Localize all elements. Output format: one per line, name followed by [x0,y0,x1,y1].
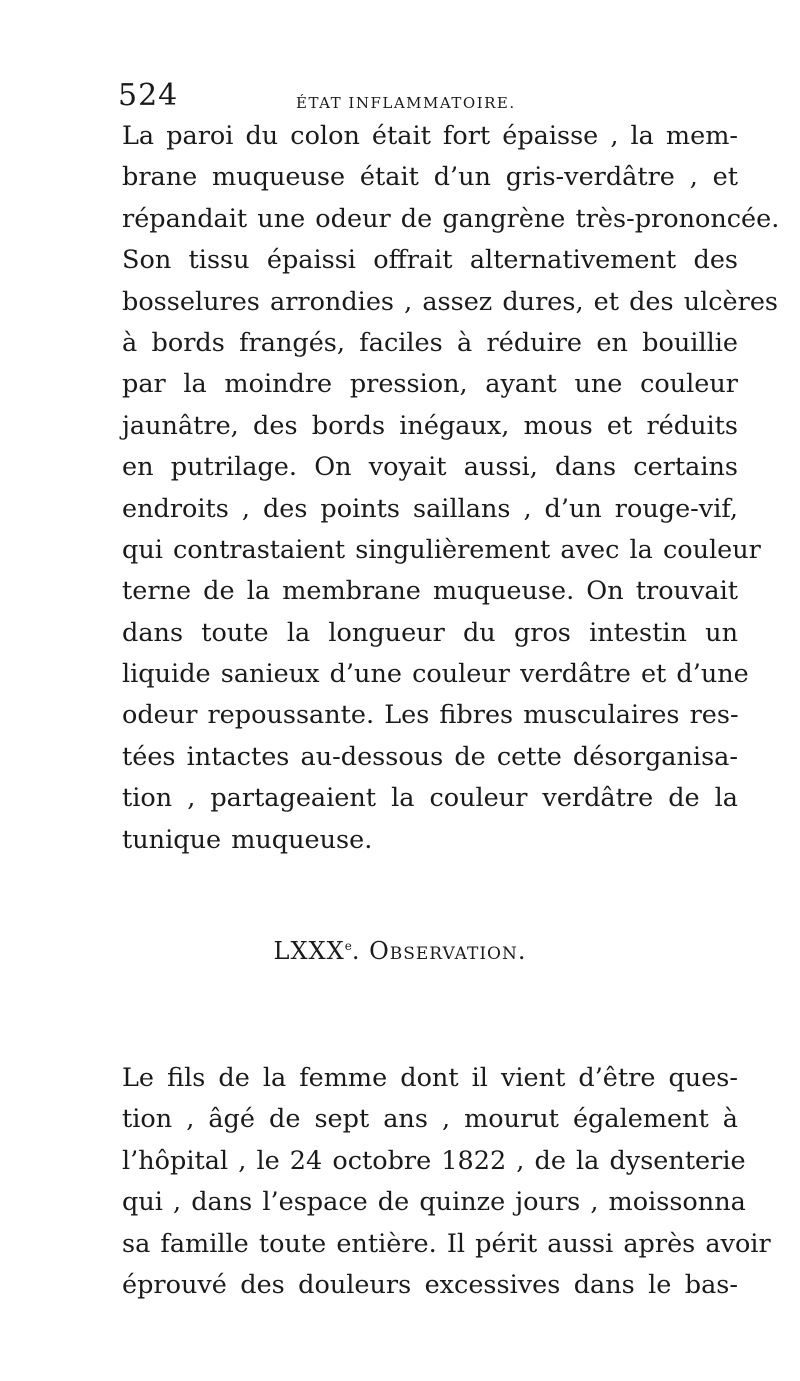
text-line: bosselures arrondies , assez dures, et des ulcères [122,286,779,317]
text-line: l’hôpital , le 24 octobre 1822 , de la dysenterie [122,1145,746,1176]
text-line: répandait une odeur de gangrène très-prononcée. [122,203,780,234]
text-line: tunique muqueuse. [122,824,373,855]
text-line: Le fils de la femme dont il vient d’être ques- [122,1063,738,1093]
text-line: tion , partageaient la couleur verdâtre de la [122,783,738,814]
running-head [118,78,738,118]
observation-number-superscript: e [344,939,352,953]
paragraph-colon-description [122,116,780,861]
text-line: endroits , des points saillans , d’un rouge-vif, [122,493,738,524]
text-line: sa famille toute entière. Il périt aussi après avoir [122,1228,771,1259]
text-line: qui , dans l’espace de quinze jours , moissonna [122,1187,746,1218]
observation-label: . Observation. [351,937,527,965]
text-line: tion , âgé de sept ans , mourut également à [122,1104,738,1135]
text-line: jaunâtre, des bords inégaux, mous et réduits [122,410,738,441]
text-line: à bords frangés, faciles à réduire en bouillie [122,327,738,358]
text-line: odeur repoussante. Les fibres musculaires res- [122,700,739,731]
text-line: tées intactes au-dessous de cette désorganisa- [122,741,738,772]
text-line: terne de la membrane muqueuse. On trouvait [122,576,738,607]
text-line: La paroi du colon était fort épaisse , la mem- [122,121,738,151]
text-line: en putrilage. On voyait aussi, dans certains [122,452,738,483]
text-line: éprouvé des douleurs excessives dans le bas- [122,1269,738,1300]
observation-heading [0,937,800,965]
text-line: Son tissu épaissi offrait alternativement des [122,245,738,276]
text-line: brane muqueuse était d’un gris-verdâtre , et [122,162,738,193]
text-line: liquide sanieux d’une couleur verdâtre et d’une [122,659,749,690]
paragraph-observation [122,1058,771,1306]
text-line: qui contrastaient singulièrement avec la couleur [122,534,761,565]
text-line: dans toute la longueur du gros intestin un [122,617,738,648]
running-title: ÉTAT INFLAMMATOIRE. [296,94,516,112]
page-number: 524 [118,78,179,113]
text-line: par la moindre pression, ayant une couleur [122,369,738,400]
observation-number: LXXX [273,937,345,965]
